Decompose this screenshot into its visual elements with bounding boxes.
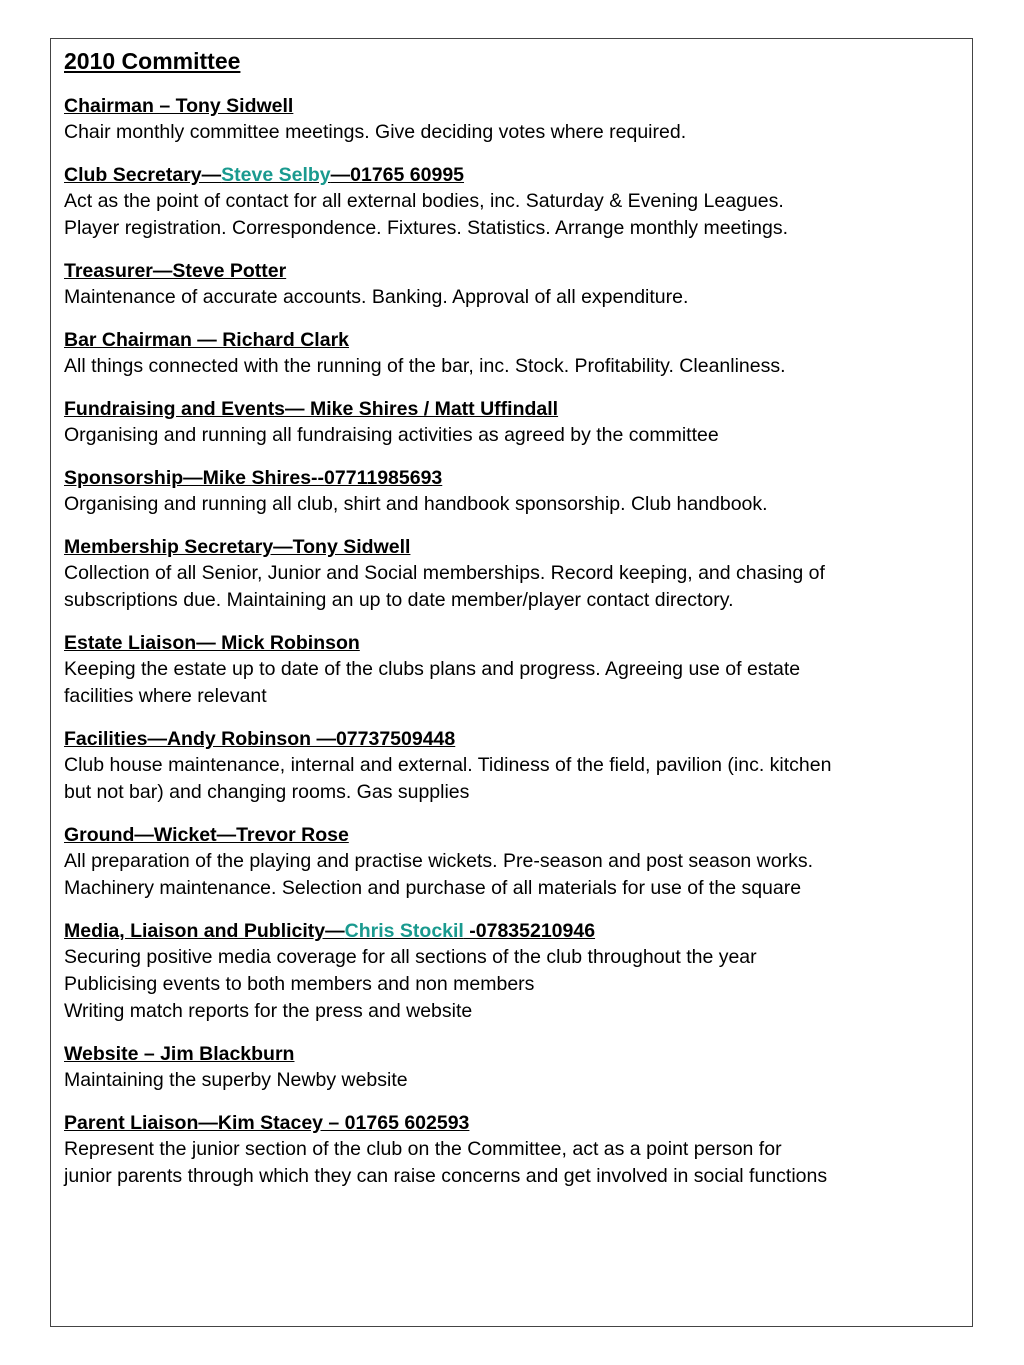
role-description-line: All preparation of the playing and practise wickets. Pre-season and post season works. <box>64 850 813 872</box>
role-heading-text: —01765 60995 <box>330 164 465 186</box>
role-heading-text: Membership Secretary—Tony Sidwell <box>64 536 411 558</box>
role-description-line: Writing match reports for the press and website <box>64 1000 473 1022</box>
role-heading-text: Ground—Wicket—Trevor Rose <box>64 824 349 846</box>
role-heading <box>64 534 964 560</box>
role-heading-text: -07835210946 <box>463 920 596 942</box>
role-description-line: facilities where relevant <box>64 685 267 707</box>
role-description <box>64 944 964 1025</box>
role-description <box>64 284 964 311</box>
role-heading-text: Chairman – Tony Sidwell <box>64 95 294 117</box>
role-description-line: Machinery maintenance. Selection and purchase of all materials for use of the square <box>64 877 802 899</box>
role-description-line: Collection of all Senior, Junior and Social memberships. Record keeping, and chasing of <box>64 562 825 584</box>
role-heading <box>64 726 964 752</box>
role-heading-text: Parent Liaison—Kim Stacey – 01765 602593 <box>64 1112 470 1134</box>
committee-role-section <box>64 1110 964 1190</box>
role-description-line: Publicising events to both members and non members <box>64 973 535 995</box>
document-body <box>64 45 964 1206</box>
role-heading <box>64 396 964 422</box>
role-heading <box>64 162 964 188</box>
role-description-line: Securing positive media coverage for all sections of the club throughout the year <box>64 946 757 968</box>
committee-role-section <box>64 93 964 146</box>
role-description <box>64 560 964 614</box>
contact-name-link[interactable]: Chris Stockil <box>344 920 464 942</box>
contact-name-link[interactable]: Steve Selby <box>221 164 331 186</box>
role-description-line: Keeping the estate up to date of the clubs plans and progress. Agreeing use of estate <box>64 658 801 680</box>
role-heading <box>64 465 964 491</box>
document-title: 2010 Committee <box>64 48 241 74</box>
role-heading <box>64 93 964 119</box>
committee-role-section <box>64 630 964 710</box>
role-description-line: subscriptions due. Maintaining an up to date member/player contact directory. <box>64 589 734 611</box>
role-heading-text: Media, Liaison and Publicity— <box>64 920 345 942</box>
role-description <box>64 656 964 710</box>
role-heading-text: Bar Chairman — Richard Clark <box>64 329 350 351</box>
role-description <box>64 188 964 242</box>
role-description-line: Chair monthly committee meetings. Give deciding votes where required. <box>64 121 687 143</box>
role-heading-text: Website – Jim Blackburn <box>64 1043 295 1065</box>
role-description-line: Represent the junior section of the club on the Committee, act as a point person for <box>64 1138 782 1160</box>
committee-role-section <box>64 822 964 902</box>
role-description-line: Act as the point of contact for all external bodies, inc. Saturday & Evening Leagues. <box>64 190 784 212</box>
role-description-line: junior parents through which they can raise concerns and get involved in social functions <box>64 1165 828 1187</box>
committee-role-section <box>64 726 964 806</box>
role-heading <box>64 918 964 944</box>
committee-role-section <box>64 258 964 311</box>
role-description-line: but not bar) and changing rooms. Gas supplies <box>64 781 470 803</box>
role-heading-text: Facilities—Andy Robinson —07737509448 <box>64 728 456 750</box>
committee-role-section <box>64 162 964 242</box>
role-heading-text: Treasurer—Steve Potter <box>64 260 287 282</box>
role-description-line: Maintaining the superby Newby website <box>64 1069 408 1091</box>
role-description <box>64 491 964 518</box>
committee-role-section <box>64 396 964 449</box>
role-heading <box>64 822 964 848</box>
role-heading-text: Estate Liaison— Mick Robinson <box>64 632 360 654</box>
role-description <box>64 353 964 380</box>
role-description-line: Player registration. Correspondence. Fixtures. Statistics. Arrange monthly meetings. <box>64 217 788 239</box>
committee-role-section <box>64 465 964 518</box>
role-heading-text: Club Secretary— <box>64 164 222 186</box>
role-description <box>64 752 964 806</box>
role-heading <box>64 327 964 353</box>
role-heading <box>64 630 964 656</box>
role-description <box>64 119 964 146</box>
role-heading-text: Fundraising and Events— Mike Shires / Matt Uffindall <box>64 398 559 420</box>
role-description <box>64 1136 964 1190</box>
role-description <box>64 848 964 902</box>
role-heading <box>64 1110 964 1136</box>
committee-role-section <box>64 534 964 614</box>
role-description-line: All things connected with the running of the bar, inc. Stock. Profitability. Cleanliness. <box>64 355 786 377</box>
committee-roles-list <box>64 93 964 1190</box>
role-description-line: Club house maintenance, internal and external. Tidiness of the field, pavilion (inc. kitchen <box>64 754 832 776</box>
role-description-line: Organising and running all club, shirt and handbook sponsorship. Club handbook. <box>64 493 768 515</box>
role-heading <box>64 258 964 284</box>
committee-role-section <box>64 1041 964 1094</box>
committee-role-section <box>64 327 964 380</box>
role-heading <box>64 1041 964 1067</box>
role-description <box>64 1067 964 1094</box>
committee-role-section <box>64 918 964 1025</box>
role-heading-text: 07711985693 <box>324 467 443 489</box>
role-description <box>64 422 964 449</box>
role-description-line: Organising and running all fundraising activities as agreed by the committee <box>64 424 719 446</box>
role-heading-text: Sponsorship—Mike Shires-- <box>64 467 325 489</box>
role-description-line: Maintenance of accurate accounts. Banking. Approval of all expenditure. <box>64 286 689 308</box>
